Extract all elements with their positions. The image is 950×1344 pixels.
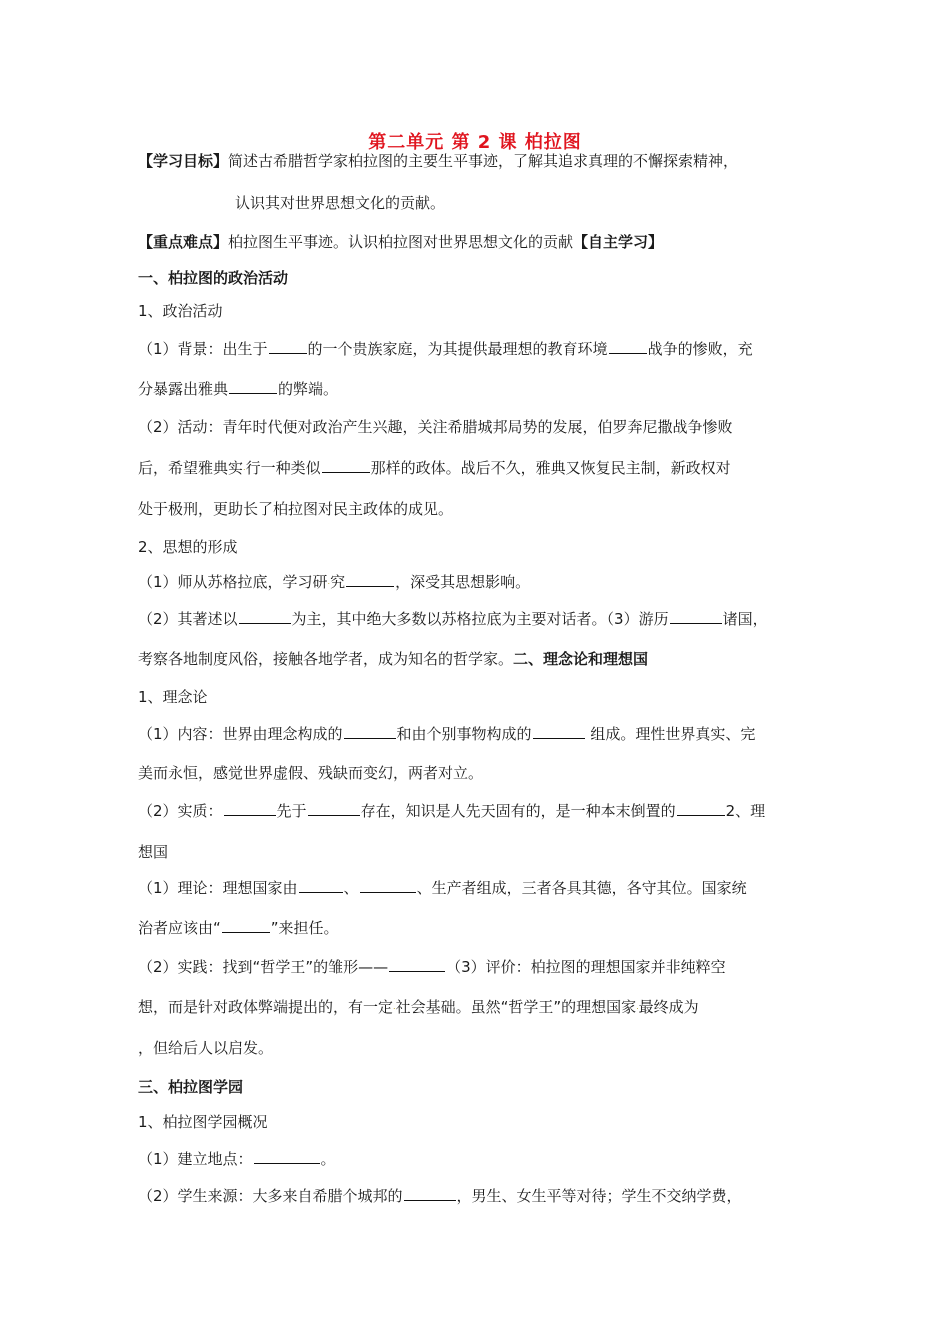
text: 先于 <box>276 802 307 820</box>
blank[interactable] <box>229 379 277 394</box>
blank[interactable] <box>224 801 276 816</box>
text: 分暴露出雅典 <box>138 380 229 398</box>
s2-practice-line-2 <box>138 997 699 1017</box>
objectives-text: 简述古希腊哲学家柏拉图的主要生平事迹，了解其追求真理的不懈探索精神， <box>228 152 739 170</box>
blank[interactable] <box>677 801 725 816</box>
text: 社会基础。虽然“哲学王”的理想国家 <box>395 998 637 1016</box>
s1-thought-line-3 <box>138 649 648 669</box>
text: 存在，知识是人先天固有的，是一种本末倒置的 <box>360 802 676 820</box>
blank[interactable] <box>222 918 270 933</box>
text: 、 <box>343 879 359 897</box>
text: 2、理 <box>725 802 766 820</box>
text: 考察各地制度风俗，接触各地学者，成为知名的哲学家。 <box>138 650 514 668</box>
text: 。 <box>320 1150 336 1168</box>
s1-sub2: 2、思想的形成 <box>138 538 238 556</box>
text: 和由个别事物构成的 <box>396 725 532 743</box>
s2-content-line-1 <box>138 724 755 744</box>
s2-sub1: 1、理念论 <box>138 688 208 706</box>
s1-activity-line-3: 处于极刑，更助长了柏拉图对民主政体的成见。 <box>138 500 454 518</box>
s3-sub1: 1、柏拉图学园概况 <box>138 1113 268 1131</box>
text: 行一种类似 <box>245 459 321 477</box>
s3-students-line <box>138 1186 742 1206</box>
blank[interactable] <box>346 572 394 587</box>
text: 究 <box>330 573 346 591</box>
text: （1）建立地点： <box>138 1150 253 1168</box>
text: （1）师从苏格拉底，学习研 <box>138 573 328 591</box>
objectives-line-1 <box>138 151 738 171</box>
s1-background-line-2 <box>138 379 338 399</box>
text: 治者应该由“ <box>138 919 221 937</box>
text: 那样的政体。战后不久，雅典又恢复民主制，新政权对 <box>370 459 731 477</box>
text: 诸国， <box>722 610 768 628</box>
text: ”来担任。 <box>270 919 339 937</box>
text: 战争的惨败，充 <box>647 340 753 358</box>
blank[interactable] <box>670 609 722 624</box>
text: ，深受其思想影响。 <box>395 573 531 591</box>
s2-theory-line-1 <box>138 878 747 898</box>
objectives-line-2: 认识其对世界思想文化的贡献。 <box>235 194 446 212</box>
blank[interactable] <box>269 339 307 354</box>
blank[interactable] <box>609 339 647 354</box>
blank[interactable] <box>360 878 416 893</box>
text: 的弊端。 <box>278 380 339 398</box>
s2-theory-line-2 <box>138 918 339 938</box>
keypoints-text: 柏拉图生平事迹。认识柏拉图对世界思想文化的贡献 <box>228 233 574 251</box>
page-title: 第二单元 第 2 课 柏拉图 <box>368 132 582 153</box>
text: （2）学生来源：大多来自希腊个城邦的 <box>138 1187 403 1205</box>
mark-dot: . <box>393 1002 396 1011</box>
s1-background-line-1 <box>138 339 753 359</box>
s1-thought-line-2 <box>138 609 768 629</box>
text: ，男生、女生平等对待；学生不交纳学费， <box>456 1187 742 1205</box>
blank[interactable] <box>389 957 445 972</box>
mark-dot: . <box>636 1002 639 1011</box>
s2-essence-line-2: 想国 <box>138 843 169 861</box>
section-1-heading: 一、柏拉图的政治活动 <box>138 269 289 287</box>
blank[interactable] <box>533 724 585 739</box>
self-study-label: 【自主学习】 <box>573 233 664 251</box>
section-2-heading: 二、理念论和理想国 <box>513 650 649 668</box>
blank[interactable] <box>254 1149 320 1164</box>
text: （1）背景：出生于 <box>138 340 268 358</box>
text: 、生产者组成，三者各具其德，各守其位。国家统 <box>416 879 747 897</box>
text: 的一个贵族家庭，为其提供最理想的教育环境 <box>307 340 608 358</box>
text: 想，而是针对政体弊端提出的，有一定 <box>138 998 394 1016</box>
text: （2）实践：找到“哲学王”的雏形—— <box>138 958 389 976</box>
objectives-label: 【学习目标】 <box>138 152 229 170</box>
s2-practice-line-3: ，但给后人以启发。 <box>138 1039 274 1057</box>
text: 后，希望雅典实 <box>138 459 244 477</box>
blank[interactable] <box>308 801 360 816</box>
text: 最终成为 <box>638 998 699 1016</box>
keypoints-line <box>138 232 663 252</box>
text: （3）评价：柏拉图的理想国家并非纯粹空 <box>446 958 726 976</box>
text: （2）其著述以 <box>138 610 238 628</box>
blank[interactable] <box>239 609 291 624</box>
blank[interactable] <box>299 878 343 893</box>
s2-essence-line-1 <box>138 801 765 821</box>
mark-dot: . <box>243 463 246 472</box>
text: 为主，其中绝大多数以苏格拉底为主要对话者。（3）游历 <box>291 610 669 628</box>
s1-sub1: 1、政治活动 <box>138 302 223 320</box>
section-3-heading: 三、柏拉图学园 <box>138 1078 244 1096</box>
text: （2）实质： <box>138 802 223 820</box>
s1-activity-line-1: （2）活动：青年时代便对政治产生兴趣，关注希腊城邦局势的发展，伯罗奔尼撒战争惨败 <box>138 418 733 436</box>
s1-activity-line-2 <box>138 458 731 478</box>
mark-dot: . <box>327 577 331 586</box>
s1-thought-line-1 <box>138 572 530 592</box>
text: （1）理论：理想国家由 <box>138 879 298 897</box>
s2-content-line-2: 美而永恒，感觉世界虚假、残缺而变幻，两者对立。 <box>138 764 484 782</box>
text: （1）内容：世界由理念构成的 <box>138 725 343 743</box>
blank[interactable] <box>404 1186 456 1201</box>
text: 组成。理性世界真实、完 <box>585 725 756 743</box>
blank[interactable] <box>344 724 396 739</box>
keypoints-label: 【重点难点】 <box>138 233 229 251</box>
blank[interactable] <box>322 458 370 473</box>
s3-location-line <box>138 1149 336 1169</box>
s2-practice-line-1 <box>138 957 726 977</box>
